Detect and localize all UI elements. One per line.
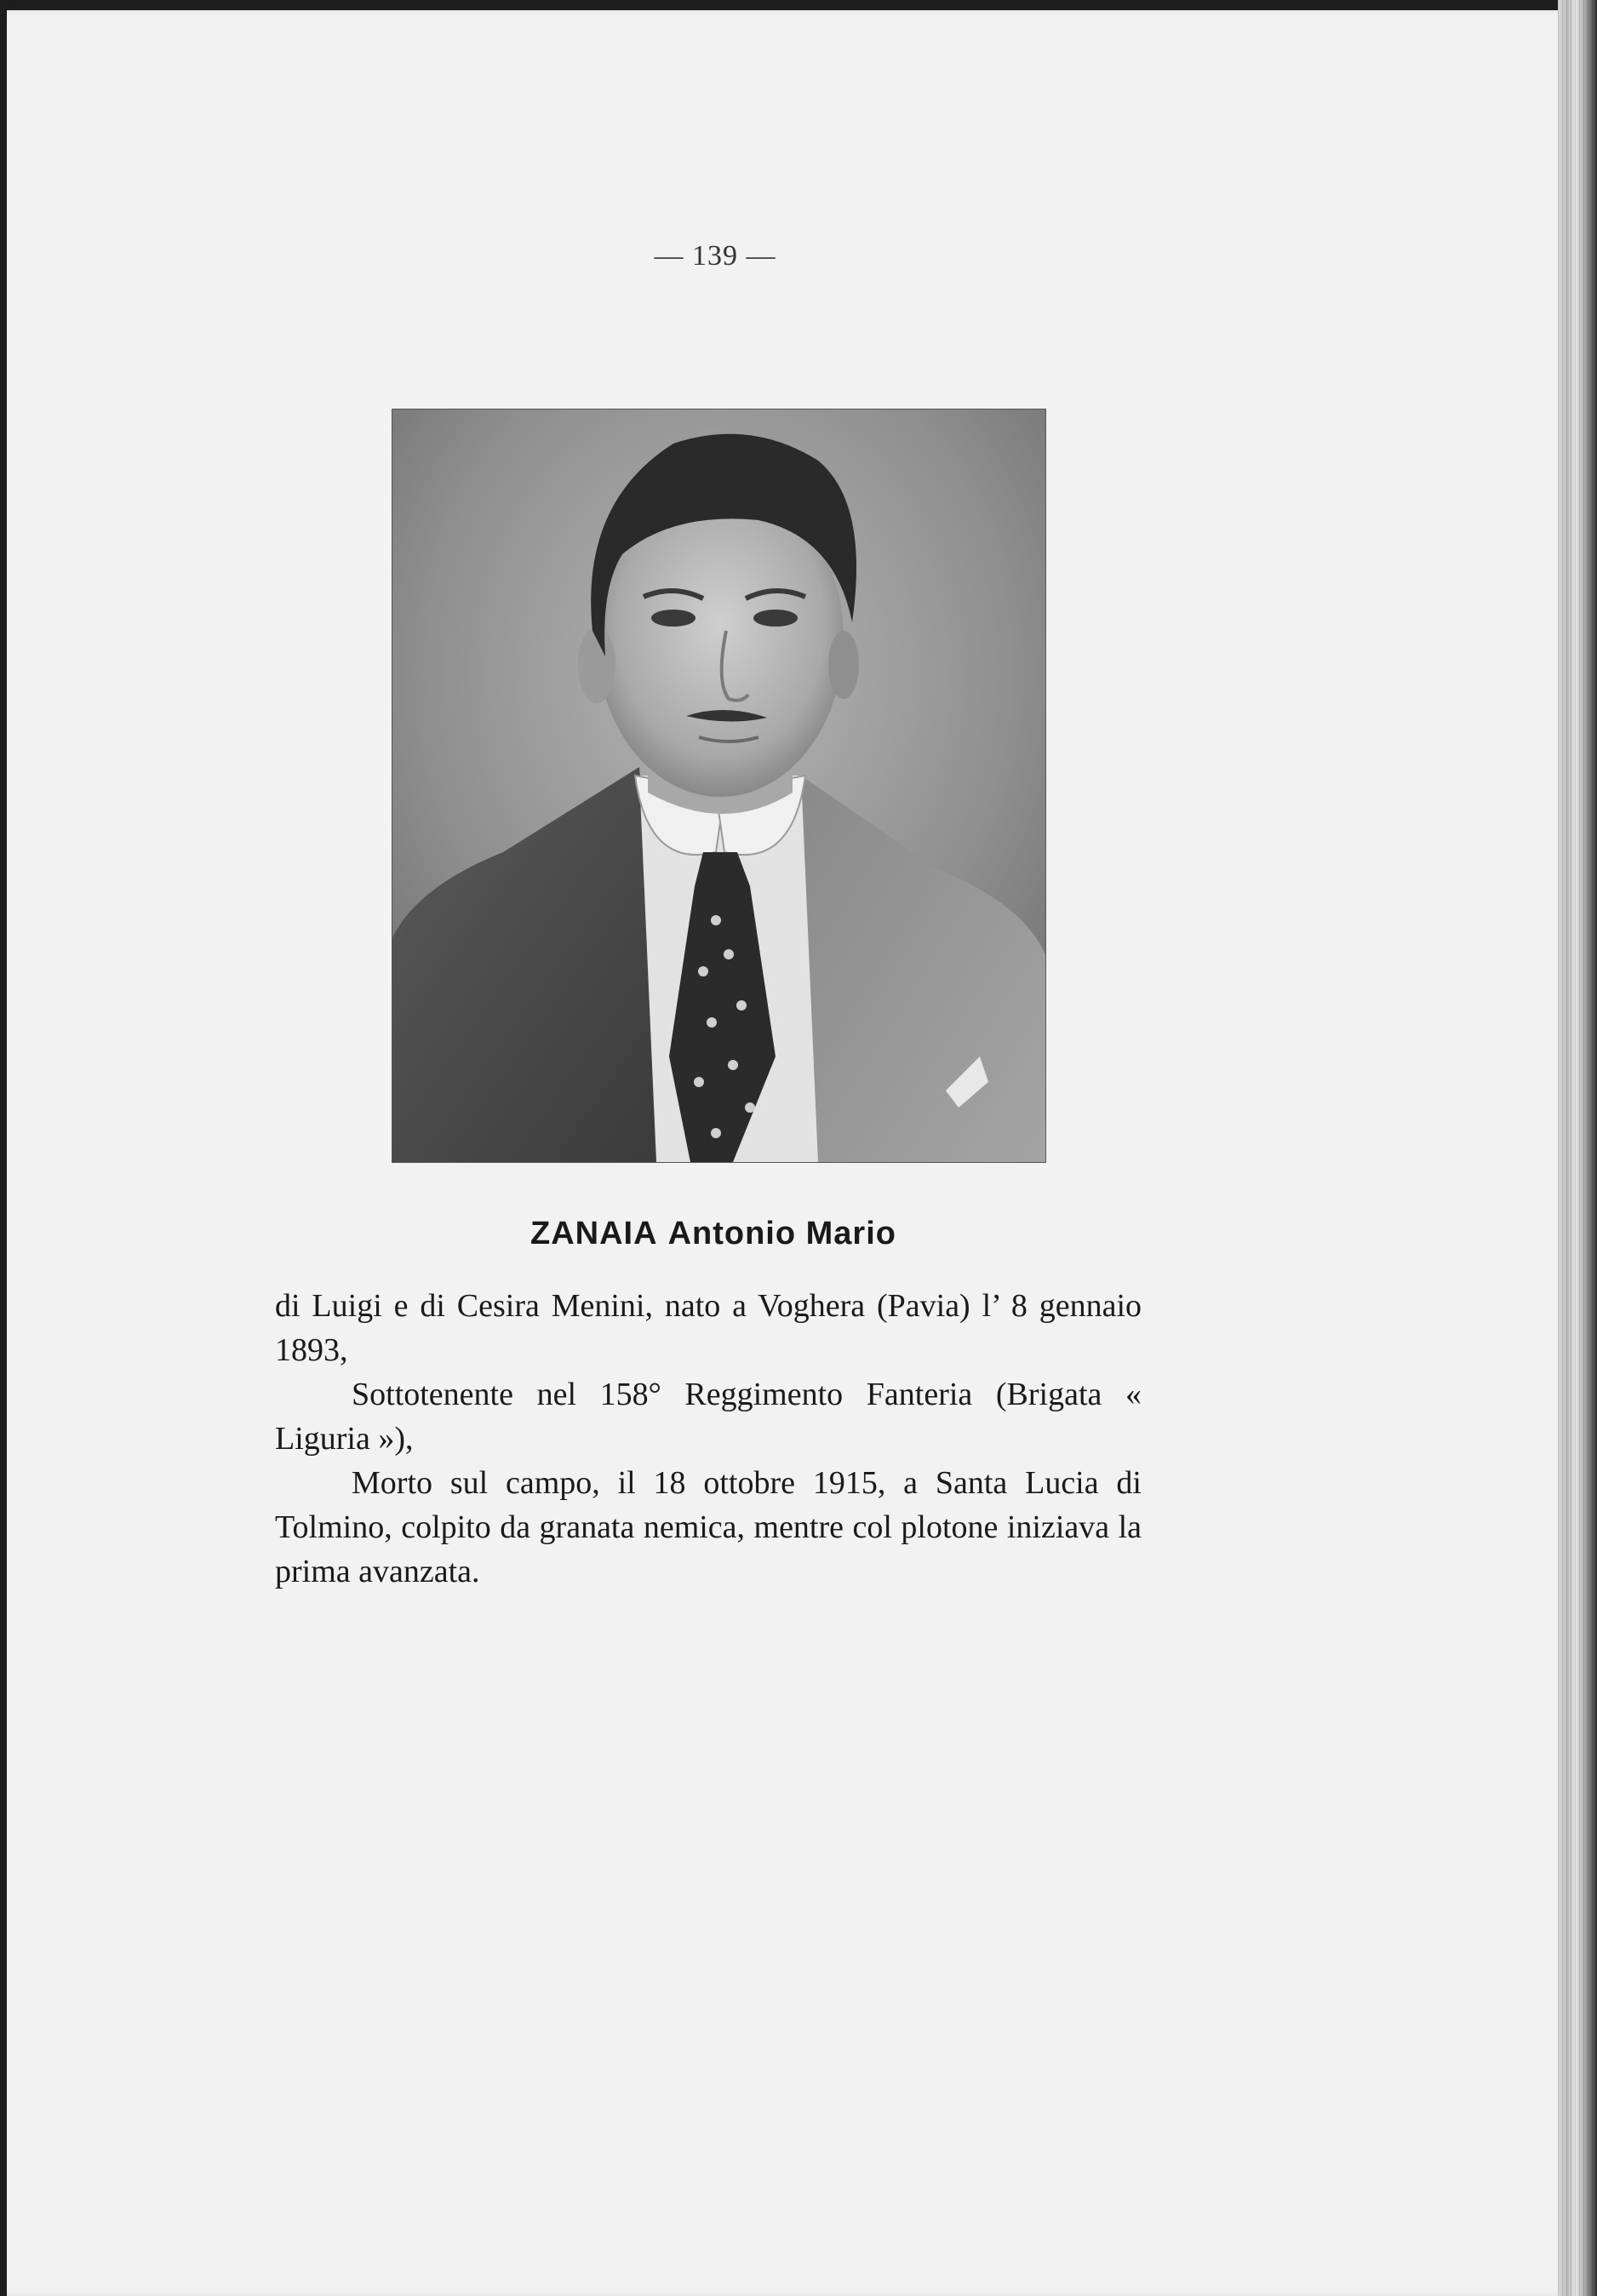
portrait-photo	[392, 409, 1046, 1163]
given-names: Antonio Mario	[667, 1216, 896, 1251]
person-name-heading	[0, 1216, 1427, 1252]
death-paragraph: Morto sul campo, il 18 ottobre 1915, a Santa Lucia di Tolmino, colpito da granata nemica, mentre col plotone iniziava la prima avanzata.	[275, 1465, 1142, 1589]
birth-paragraph: di Luigi e di Cesira Menini, nato a Voghera (Pavia) l’ 8 gennaio 1893,	[275, 1288, 1142, 1368]
surname: ZANAIA	[530, 1216, 658, 1251]
portrait-photo-icon	[392, 409, 1045, 1162]
page-number: — 139 —	[654, 240, 776, 272]
rank-paragraph: Sottotenente nel 158° Reggimento Fanteria (Brigata « Liguria »),	[275, 1377, 1142, 1457]
page-edges	[1558, 0, 1597, 2296]
